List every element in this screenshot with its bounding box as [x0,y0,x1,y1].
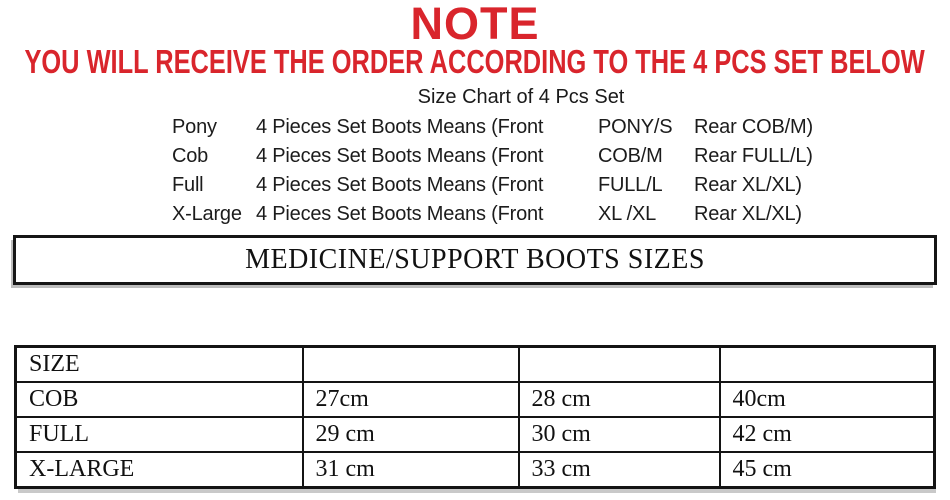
set-name: Pony [172,116,217,138]
table-header-empty [303,347,519,383]
banner-box [13,235,937,285]
table-header-empty [519,347,720,383]
row-value: 45 cm [720,452,935,488]
size-note-document [0,2,950,489]
table-row-cob [16,382,935,417]
set-description: 4 Pieces Set Boots Means (Front [256,116,544,138]
row-size-label: FULL [16,417,303,452]
size-chart-heading: Size Chart of 4 Pcs Set [417,86,625,108]
table-header-empty [720,347,935,383]
row-value: 40cm [720,382,935,417]
set-rear-size: Rear XL/XL) [694,203,802,225]
set-name: Full [172,174,204,196]
table-header-size: SIZE [16,347,303,383]
set-row-xlarge [172,200,950,229]
set-description: 4 Pieces Set Boots Means (Front [256,174,544,196]
sizes-table [14,345,936,489]
row-size-label: COB [16,382,303,417]
set-list [172,113,950,229]
set-description: 4 Pieces Set Boots Means (Front [256,145,544,167]
row-value: 42 cm [720,417,935,452]
row-value: 27cm [303,382,519,417]
row-value: 31 cm [303,452,519,488]
set-row-pony [172,113,950,142]
set-front-size: FULL/L [598,174,663,196]
table-row-full [16,417,935,452]
set-rear-size: Rear COB/M) [694,116,813,138]
table-header-row [16,347,935,383]
set-front-size: XL /XL [598,203,657,225]
row-value: 28 cm [519,382,720,417]
set-rear-size: Rear XL/XL) [694,174,802,196]
note-subtitle-wrap [0,43,950,80]
row-size-label: X-LARGE [16,452,303,488]
row-value: 33 cm [519,452,720,488]
set-front-size: PONY/S [598,116,673,138]
note-subtitle: YOU WILL RECEIVE THE ORDER ACCORDING TO THE 4 PCS SET BELOW [24,43,926,80]
set-row-cob [172,142,950,171]
row-value: 29 cm [303,417,519,452]
note-title: NOTE [410,0,540,49]
set-name: X-Large [172,203,242,225]
set-name: Cob [172,145,209,167]
set-description: 4 Pieces Set Boots Means (Front [256,203,544,225]
banner-title: MEDICINE/SUPPORT BOOTS SIZES [245,244,705,275]
table-row-xlarge [16,452,935,488]
set-row-full [172,171,950,200]
row-value: 30 cm [519,417,720,452]
set-front-size: COB/M [598,145,663,167]
set-rear-size: Rear FULL/L) [694,145,813,167]
